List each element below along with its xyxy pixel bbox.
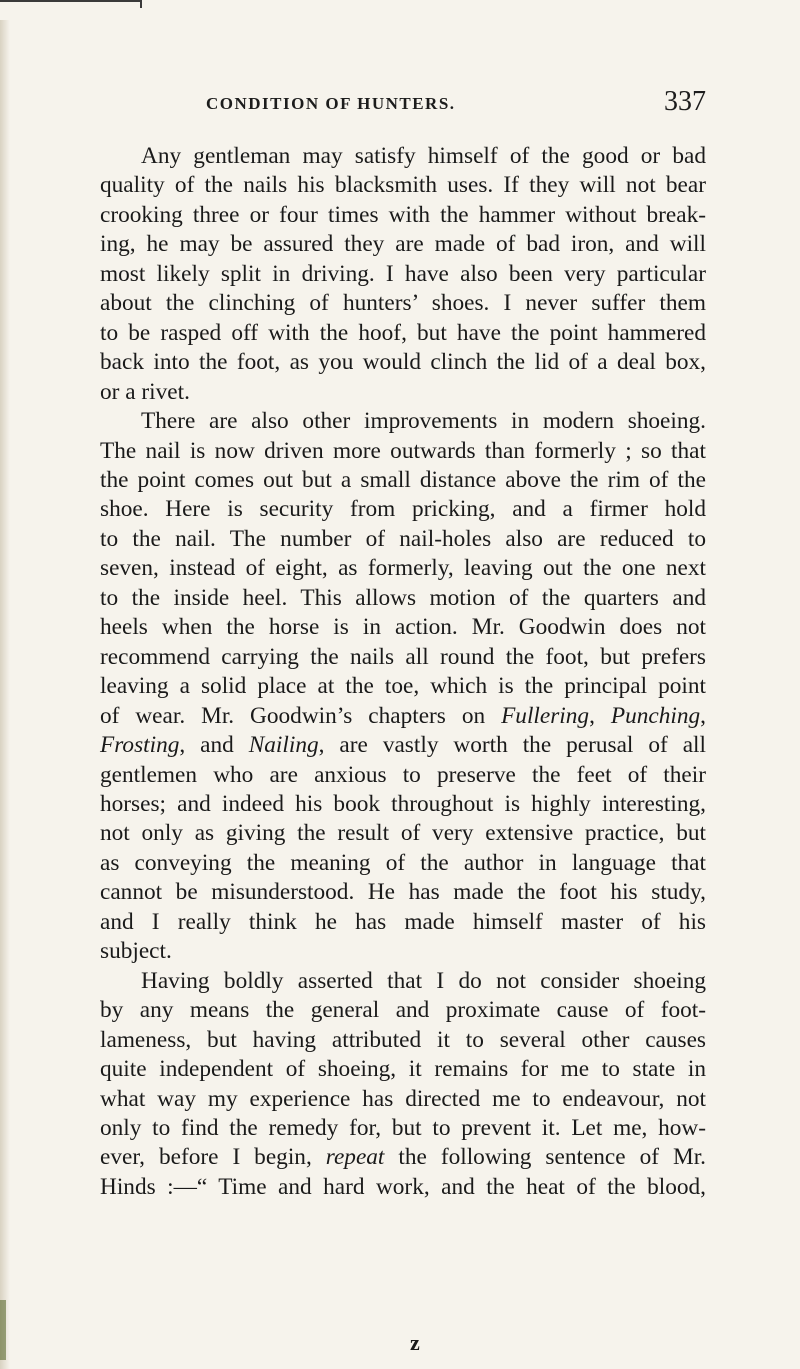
text-line: cannot be misunderstood. He has made the foot his study,: [100, 879, 706, 906]
page-corner-rule: [0, 0, 142, 8]
text-line: or a rivet.: [100, 378, 190, 405]
paragraph-improvements: [100, 407, 706, 967]
text-line: about the clinching of hunters’ shoes. I never suffer them: [100, 290, 706, 317]
text-line: lameness, but having attributed it to several other causes: [100, 1026, 706, 1053]
text-line: subject.: [100, 938, 172, 965]
text-line: the point comes out but a small distance above the rim of the: [100, 466, 706, 493]
text-line: quite independent of shoeing, it remains for me to state in: [100, 1056, 706, 1083]
text-line: horses; and indeed his book throughout is highly interesting,: [100, 790, 706, 817]
text-line: to the nail. The number of nail-holes also are reduced to: [100, 525, 706, 552]
text-line: The nail is now driven more outwards than formerly ; so that: [100, 437, 706, 464]
text-line: not only as giving the result of very extensive practice, but: [100, 820, 706, 847]
text-line: most likely split in driving. I have also been very particular: [100, 260, 706, 287]
text-line: gentlemen who are anxious to preserve the feet of their: [100, 761, 706, 788]
text-line: what way my experience has directed me to endeavour, not: [100, 1085, 706, 1112]
text-line: by any means the general and proximate cause of foot-: [100, 997, 706, 1024]
text-line: leaving a solid place at the toe, which is the principal point: [100, 673, 706, 700]
text-line: Frosting, and Nailing, are vastly worth the perusal of all: [100, 732, 706, 759]
text-line: crooking three or four times with the hammer without break-: [100, 201, 706, 228]
text-line: as conveying the meaning of the author in language that: [100, 849, 706, 876]
text-line: seven, instead of eight, as formerly, leaving out the one next: [100, 555, 706, 582]
running-head: CONDITION OF HUNTERS.: [206, 94, 456, 113]
text-line: only to find the remedy for, but to prevent it. Let me, how-: [100, 1114, 706, 1141]
text-line: Hinds :—“ Time and hard work, and the heat of the blood,: [100, 1173, 706, 1200]
text-line: shoe. Here is security from pricking, and a firmer hold: [100, 496, 706, 523]
text-line: There are also other improvements in modern shoeing.: [141, 408, 706, 435]
text-line: quality of the nails his blacksmith uses. If they will not bear: [100, 172, 706, 199]
page-edge-mark: [0, 1300, 6, 1360]
text-line: Any gentleman may satisfy himself of the good or bad: [141, 143, 706, 169]
paragraph-clinching: [100, 142, 706, 407]
text-line: and I really think he has made himself master of his: [100, 908, 706, 935]
text-line: of wear. Mr. Goodwin’s chapters on Fullering, Punching,: [100, 702, 706, 729]
signature-mark: z: [410, 1330, 420, 1355]
text-line: to the inside heel. This allows motion of the quarters and: [100, 584, 706, 611]
paragraph-shoeing-cause: [100, 967, 706, 1203]
text-line: recommend carrying the nails all round the foot, but prefers: [100, 643, 706, 670]
text-line: back into the foot, as you would clinch the lid of a deal box,: [100, 349, 706, 376]
text-line: ever, before I begin, repeat the following sentence of Mr.: [100, 1144, 706, 1171]
text-line: ing, he may be assured they are made of bad iron, and will: [100, 231, 706, 258]
page-gutter-shadow: [0, 20, 10, 1369]
text-line: heels when the horse is in action. Mr. Goodwin does not: [100, 614, 706, 641]
text-line: to be rasped off with the hoof, but have the point hammered: [100, 319, 706, 346]
text-line: Having boldly asserted that I do not consider shoeing: [141, 967, 706, 994]
page-header: [90, 86, 706, 126]
page-number: 337: [664, 86, 706, 117]
body-text: [100, 142, 706, 1202]
